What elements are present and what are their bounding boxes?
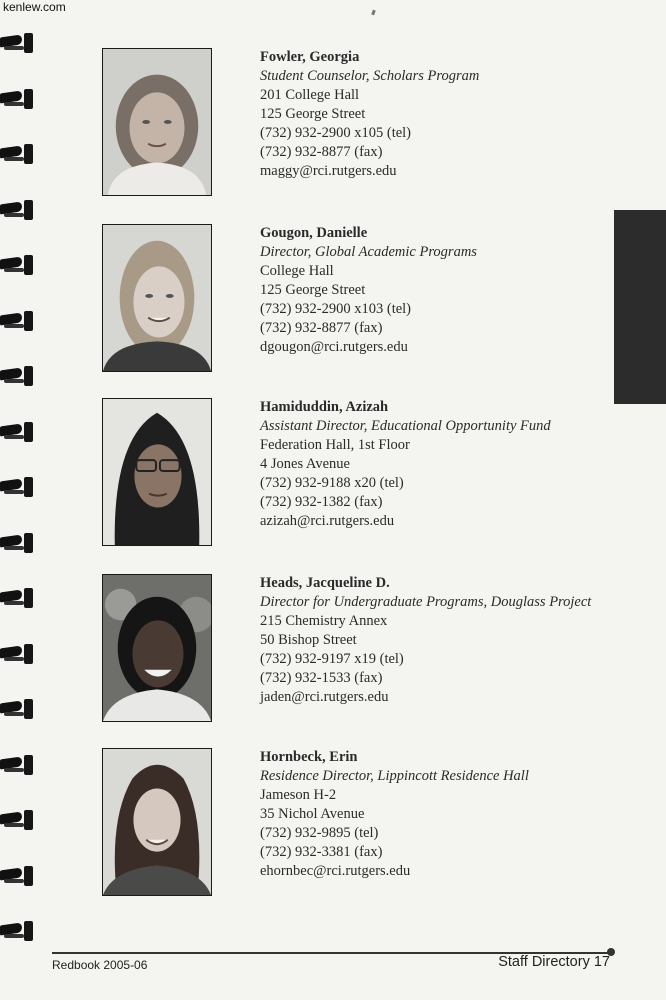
spiral-ring xyxy=(0,30,34,56)
email-address: ehornbec@rci.rutgers.edu xyxy=(260,863,411,879)
email-address: azizah@rci.rutgers.edu xyxy=(260,513,395,529)
staff-name: Hornbeck, Erin xyxy=(260,749,358,765)
address-line-2: 4 Jones Avenue xyxy=(260,456,350,472)
phone-number: (732) 932-2900 x105 (tel) xyxy=(260,125,412,141)
contact-info xyxy=(260,748,529,881)
directory-entry xyxy=(102,574,642,726)
staff-photo xyxy=(102,48,212,196)
address-line-1: Federation Hall, 1st Floor xyxy=(260,437,410,453)
directory-entry xyxy=(102,48,642,200)
address-line-1: 215 Chemistry Annex xyxy=(260,613,388,629)
staff-name: Fowler, Georgia xyxy=(260,49,360,65)
contact-info xyxy=(260,574,591,707)
staff-title: Student Counselor, Scholars Program xyxy=(260,68,480,84)
staff-name: Gougon, Danielle xyxy=(260,225,368,241)
fax-number: (732) 932-3381 (fax) xyxy=(260,844,383,860)
spiral-ring xyxy=(0,752,34,778)
staff-photo xyxy=(102,574,212,722)
staff-title: Director, Global Academic Programs xyxy=(260,244,477,260)
spiral-ring xyxy=(0,696,34,722)
spiral-ring xyxy=(0,641,34,667)
email-address: dgougon@rci.rutgers.edu xyxy=(260,339,408,355)
email-address: jaden@rci.rutgers.edu xyxy=(260,689,389,705)
staff-photo xyxy=(102,748,212,896)
fax-number: (732) 932-8877 (fax) xyxy=(260,320,383,336)
contact-info xyxy=(260,224,477,357)
staff-photo xyxy=(102,224,212,372)
staff-name: Heads, Jacqueline D. xyxy=(260,575,390,591)
staff-title: Residence Director, Lippincott Residence Hall xyxy=(260,768,529,784)
spiral-ring xyxy=(0,474,34,500)
phone-number: (732) 932-9188 x20 (tel) xyxy=(260,475,404,491)
staff-photo xyxy=(102,398,212,546)
fax-number: (732) 932-8877 (fax) xyxy=(260,144,383,160)
spiral-ring xyxy=(0,585,34,611)
phone-number: (732) 932-9197 x19 (tel) xyxy=(260,651,404,667)
address-line-2: 125 George Street xyxy=(260,106,366,122)
spiral-ring xyxy=(0,308,34,334)
directory-entry xyxy=(102,224,642,376)
address-line-2: 35 Nichol Avenue xyxy=(260,806,365,822)
watermark-text: kenlew.com xyxy=(3,0,66,14)
fax-number: (732) 932-1382 (fax) xyxy=(260,494,383,510)
contact-info xyxy=(260,398,551,531)
spiral-binding xyxy=(0,30,40,970)
footer-publication: Redbook 2005-06 xyxy=(52,958,148,972)
spiral-ring xyxy=(0,86,34,112)
directory-entry xyxy=(102,748,642,900)
spiral-ring xyxy=(0,363,34,389)
staff-title: Director for Undergraduate Programs, Douglass Project xyxy=(260,594,592,610)
spiral-ring xyxy=(0,252,34,278)
contact-info xyxy=(260,48,479,181)
fax-number: (732) 932-1533 (fax) xyxy=(260,670,383,686)
spiral-ring xyxy=(0,141,34,167)
address-line-1: 201 College Hall xyxy=(260,87,360,103)
email-address: maggy@rci.rutgers.edu xyxy=(260,163,397,179)
address-line-1: College Hall xyxy=(260,263,334,279)
spiral-ring xyxy=(0,197,34,223)
staff-title: Assistant Director, Educational Opportunity Fund xyxy=(260,418,551,434)
paper-speck xyxy=(371,10,376,16)
spiral-ring xyxy=(0,807,34,833)
address-line-2: 125 George Street xyxy=(260,282,366,298)
staff-name: Hamiduddin, Azizah xyxy=(260,399,389,415)
footer-section-page: Staff Directory 17 xyxy=(498,954,610,970)
address-line-2: 50 Bishop Street xyxy=(260,632,357,648)
spiral-ring xyxy=(0,918,34,944)
directory-entry xyxy=(102,398,642,550)
spiral-ring xyxy=(0,419,34,445)
address-line-1: Jameson H-2 xyxy=(260,787,337,803)
spiral-ring xyxy=(0,863,34,889)
phone-number: (732) 932-2900 x103 (tel) xyxy=(260,301,412,317)
spiral-ring xyxy=(0,530,34,556)
phone-number: (732) 932-9895 (tel) xyxy=(260,825,379,841)
